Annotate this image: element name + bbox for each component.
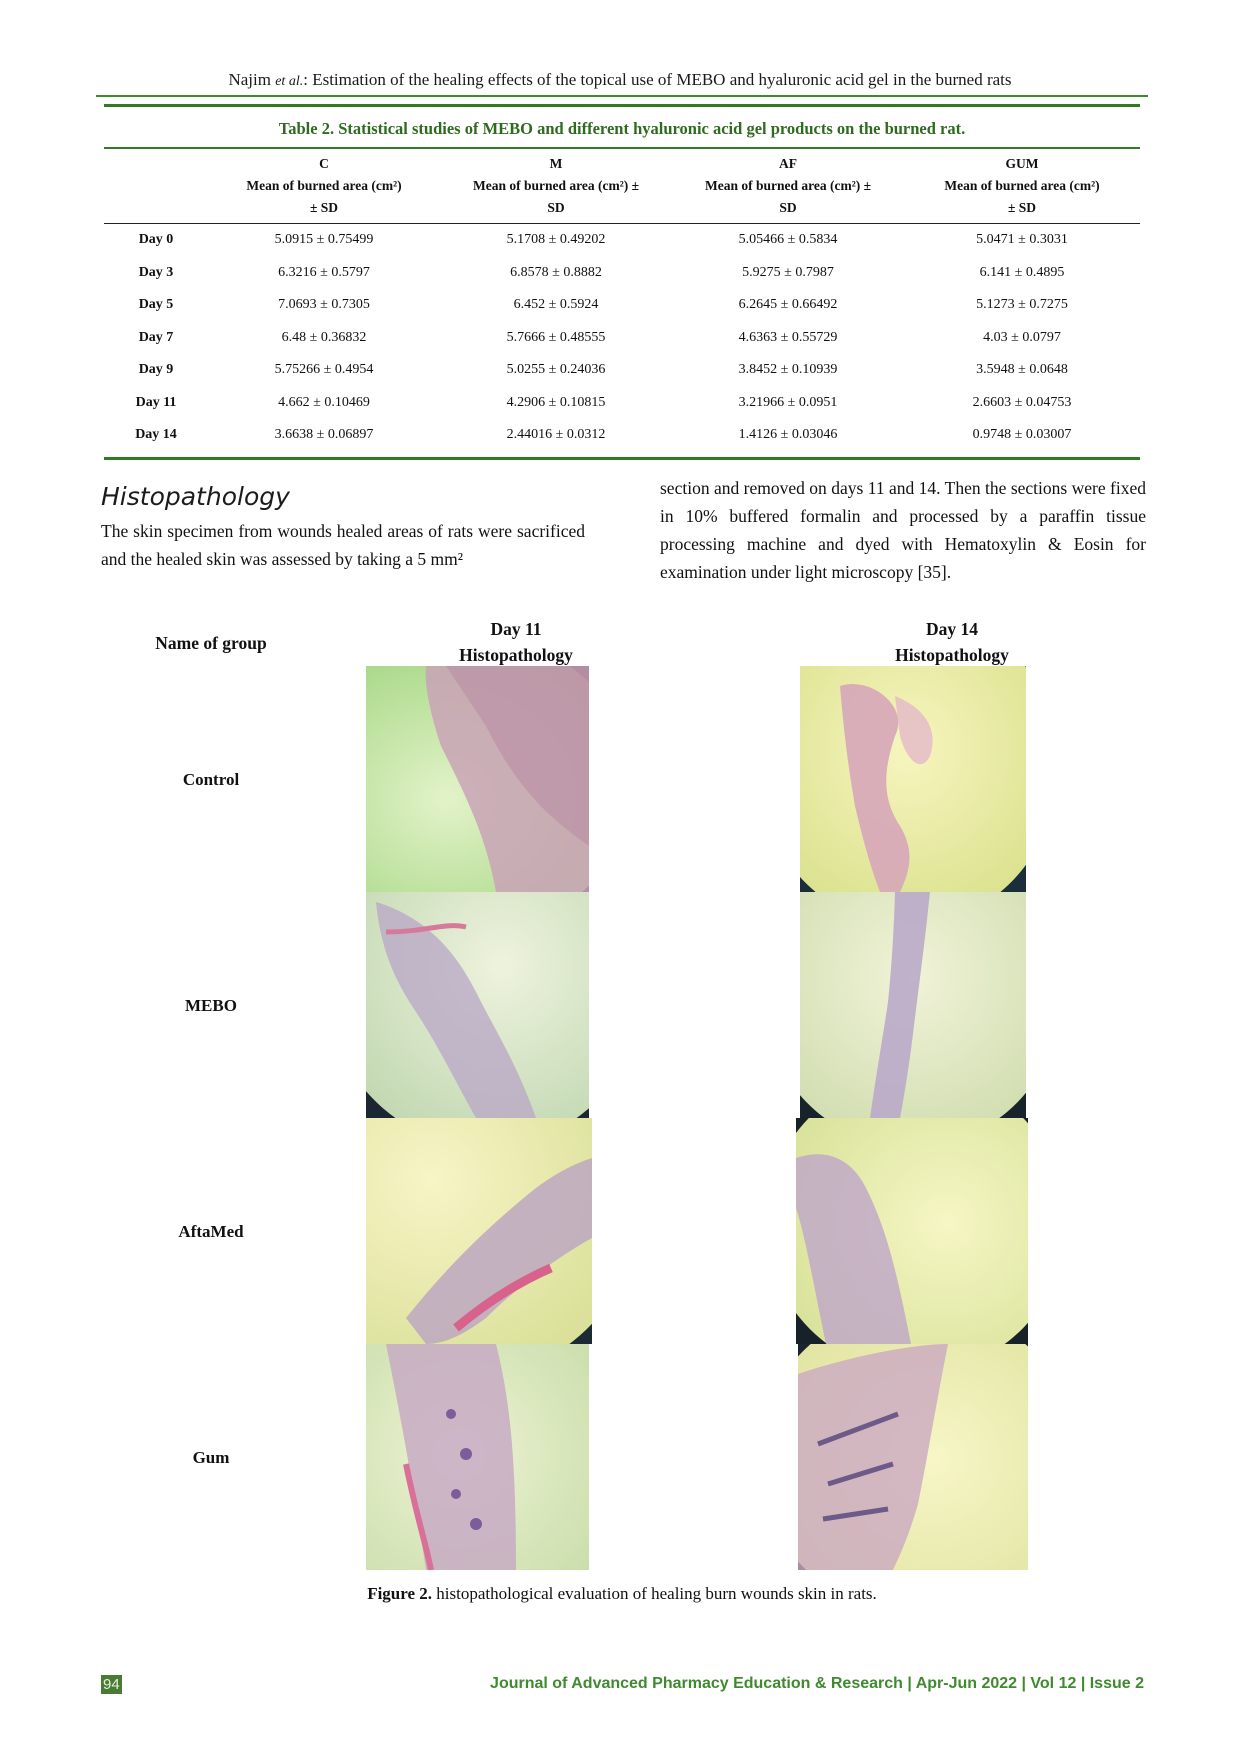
col-line1: Mean of burned area (cm²) [944, 178, 1100, 193]
cell-value: 2.44016 ± 0.0312 [506, 427, 606, 443]
micrograph-mebo-day14 [800, 892, 1026, 1118]
histopathology-right-column [660, 474, 1146, 586]
cell-value: 6.3216 ± 0.5797 [278, 264, 370, 280]
running-head-title: : Estimation of the healing effects of the topical use of MEBO and hyaluronic acid gel in the burned rats [303, 70, 1012, 89]
table-row [104, 387, 1140, 420]
micrograph-aftamed-day11 [366, 1118, 592, 1344]
figure-2 [96, 612, 1148, 1602]
cell-value: 3.21966 ± 0.0951 [738, 394, 838, 410]
cell-value: 6.2645 ± 0.66492 [738, 297, 838, 313]
day11-label: Day 11 [490, 619, 542, 639]
group-mebo: MEBO [185, 996, 237, 1015]
cell-value: 6.8578 ± 0.8882 [510, 264, 602, 280]
cell-value: 2.6603 ± 0.04753 [972, 394, 1072, 410]
col-line2: SD [547, 200, 565, 215]
cell-value: 5.0471 ± 0.3031 [976, 232, 1068, 248]
col-line1: Mean of burned area (cm²) ± [472, 178, 640, 193]
row-day: Day 14 [135, 427, 177, 443]
running-head [96, 70, 1144, 90]
day11-subtitle: Histopathology [459, 645, 573, 665]
micrograph-gum-day14 [798, 1344, 1028, 1570]
page-number: 94 [103, 1676, 120, 1693]
cell-value: 3.8452 ± 0.10939 [738, 362, 838, 378]
cell-value: 4.6363 ± 0.55729 [738, 329, 838, 345]
row-day: Day 9 [138, 362, 174, 378]
row-day: Day 7 [138, 329, 174, 345]
day14-header [802, 616, 1102, 668]
cell-value: 6.141 ± 0.4895 [979, 264, 1065, 280]
histopathology-left-column [101, 482, 585, 573]
figure-caption [96, 1584, 1148, 1604]
col-code: M [549, 156, 563, 171]
group-header: Name of group [155, 633, 267, 653]
cell-value: 4.662 ± 0.10469 [278, 394, 370, 410]
histopathology-text-left: The skin specimen from wounds healed areas of rats were sacrificed and the healed skin was assessed by taking a 5 mm² [101, 521, 585, 569]
cell-value: 3.6638 ± 0.06897 [274, 427, 374, 443]
col-code: AF [779, 156, 797, 171]
table-row [104, 257, 1140, 290]
micrograph-mebo-day11 [366, 892, 589, 1118]
col-line1: Mean of burned area (cm²) ± [704, 178, 872, 193]
table-row [104, 322, 1140, 355]
table-header-af [672, 149, 904, 224]
day14-label: Day 14 [925, 619, 978, 639]
row-day: Day 0 [138, 232, 174, 248]
stats-table [104, 149, 1140, 452]
cell-value: 5.05466 ± 0.5834 [738, 232, 838, 248]
group-aftamed: AftaMed [178, 1222, 244, 1241]
cell-value: 5.1708 ± 0.49202 [506, 232, 606, 248]
table-header-row [104, 149, 1140, 224]
table-2 [104, 104, 1140, 460]
cell-value: 3.5948 ± 0.0648 [976, 362, 1068, 378]
table-bottom-rule [104, 457, 1140, 460]
micrograph-aftamed-day14 [796, 1118, 1028, 1344]
cell-value: 6.452 ± 0.5924 [513, 297, 599, 313]
table-title: Table 2. Statistical studies of MEBO and different hyaluronic acid gel products on the burned rat. [278, 119, 966, 138]
table-row [104, 224, 1140, 257]
cell-value: 5.9275 ± 0.7987 [742, 264, 834, 280]
journal-footer: Journal of Advanced Pharmacy Education & Research | Apr-Jun 2022 | Vol 12 | Issue 2 [490, 1675, 1144, 1692]
cell-value: 5.1273 ± 0.7275 [976, 297, 1068, 313]
day14-subtitle: Histopathology [895, 645, 1009, 665]
group-gum: Gum [192, 1448, 230, 1467]
col-code: C [319, 156, 329, 171]
cell-value: 4.03 ± 0.0797 [983, 329, 1061, 345]
figure-caption-text: histopathological evaluation of healing burn wounds skin in rats. [436, 1584, 877, 1603]
running-head-authors: Najim [228, 70, 271, 89]
header-rule [96, 95, 1148, 97]
cell-value: 5.0915 ± 0.75499 [274, 232, 374, 248]
col-code: GUM [1005, 156, 1039, 171]
table-row [104, 354, 1140, 387]
table-row [104, 419, 1140, 452]
cell-value: 5.75266 ± 0.4954 [274, 362, 374, 378]
table-header-m [440, 149, 672, 224]
cell-value: 0.9748 ± 0.03007 [972, 427, 1072, 443]
histopathology-text-right: section and removed on days 11 and 14. Then the sections were fixed in 10% buffered formalin and processed by a paraffin tissue processing machine and dyed with Hematoxylin & Eosin for examination under light microscopy [35]. [660, 478, 1146, 582]
cell-value: 1.4126 ± 0.03046 [738, 427, 838, 443]
col-line1: Mean of burned area (cm²) [246, 178, 402, 193]
micrograph-gum-day11 [366, 1344, 589, 1570]
cell-value: 6.48 ± 0.36832 [281, 329, 367, 345]
section-heading: Histopathology [101, 482, 290, 511]
day11-header [366, 616, 666, 668]
group-control: Control [182, 770, 240, 789]
micrograph-control-day11 [366, 666, 589, 892]
figure-caption-label: Figure 2. [367, 1584, 433, 1603]
table-header-gum [904, 149, 1140, 224]
row-day: Day 5 [138, 297, 174, 313]
micrograph-control-day14 [800, 666, 1026, 892]
col-line2: ± SD [1007, 200, 1037, 215]
col-line2: SD [779, 200, 797, 215]
row-day: Day 3 [138, 264, 174, 280]
row-day: Day 11 [135, 394, 177, 410]
table-header-c [208, 149, 440, 224]
col-line2: ± SD [309, 200, 339, 215]
running-head-etal: et al. [275, 74, 304, 89]
table-row [104, 289, 1140, 322]
cell-value: 5.0255 ± 0.24036 [506, 362, 606, 378]
cell-value: 5.7666 ± 0.48555 [506, 329, 606, 345]
cell-value: 7.0693 ± 0.7305 [278, 297, 370, 313]
cell-value: 4.2906 ± 0.10815 [506, 394, 606, 410]
table-header-empty [104, 149, 208, 224]
